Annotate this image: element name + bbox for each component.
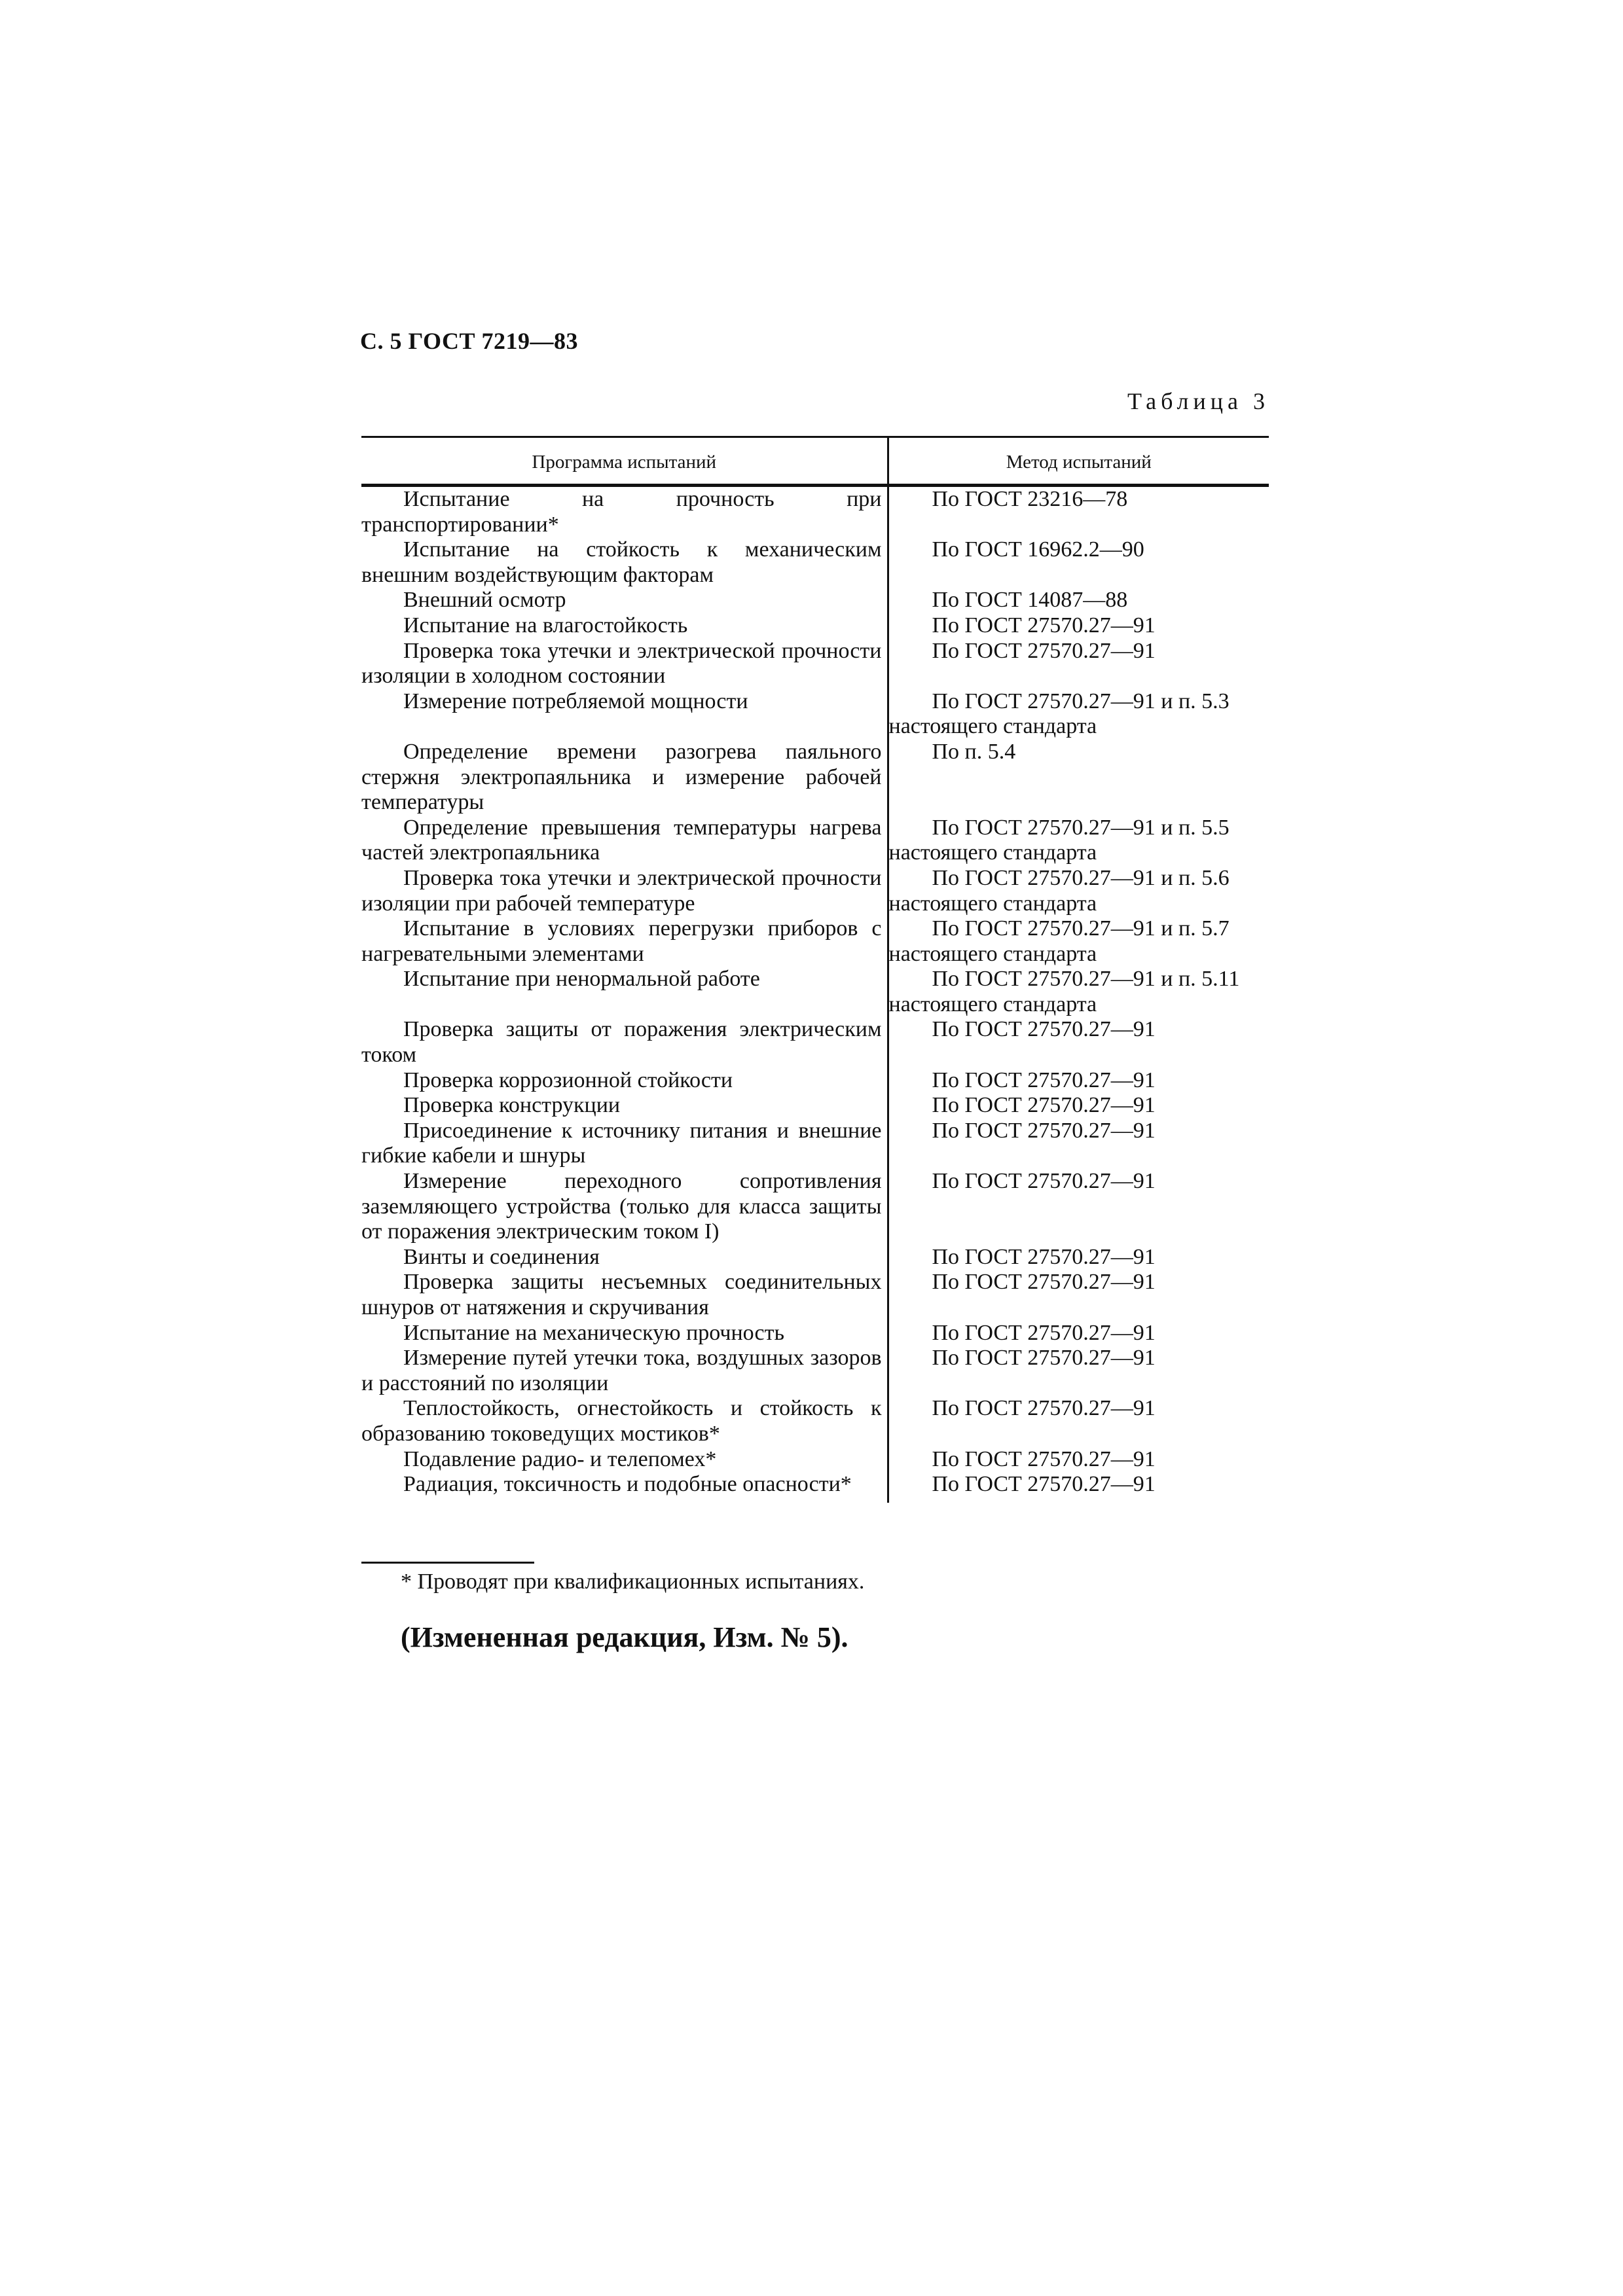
method-cell: По п. 5.4 xyxy=(932,739,1016,764)
column-header-program: Программа испытаний xyxy=(361,437,888,486)
table-row xyxy=(361,639,1269,689)
method-cell: По ГОСТ 27570.27—91 xyxy=(932,1320,1156,1345)
table-row xyxy=(361,1093,1269,1119)
method-cell: По ГОСТ 16962.2—90 xyxy=(932,537,1144,562)
program-cell: Испытание на механическую прочность xyxy=(361,1321,888,1346)
program-cell: Проверка защиты от поражения электрическим током xyxy=(361,1017,888,1067)
program-cell: Измерение потребляемой мощности xyxy=(361,689,888,740)
table-body xyxy=(361,486,1269,1503)
method-cell: По ГОСТ 27570.27—91 xyxy=(932,613,1156,637)
table-row xyxy=(361,816,1269,866)
column-header-method: Метод испытаний xyxy=(888,437,1269,486)
program-cell: Проверка коррозионной стойкости xyxy=(361,1068,888,1094)
program-cell: Испытание при ненормальной работе xyxy=(361,967,888,1017)
table-row xyxy=(361,967,1269,1017)
program-cell: Проверка тока утечки и электрической прочности изоляции в холодном состоянии xyxy=(361,639,888,689)
program-cell: Измерение путей утечки тока, воздушных зазоров и расстояний по изоляции xyxy=(361,1346,888,1396)
program-cell: Проверка защиты несъемных соединительных шнуров от натяжения и скручивания xyxy=(361,1270,888,1320)
table-row xyxy=(361,537,1269,588)
method-cell: По ГОСТ 27570.27—91 xyxy=(932,1270,1156,1295)
footnote-divider xyxy=(361,1562,534,1564)
table-row xyxy=(361,1472,1269,1503)
method-cell: По ГОСТ 27570.27—91 и п. 5.5 настоящего стандарта xyxy=(888,815,1230,865)
program-cell: Испытание в условиях перегрузки приборов с нагревательными элементами xyxy=(361,916,888,967)
table-row xyxy=(361,1017,1269,1067)
method-cell: По ГОСТ 23216—78 xyxy=(932,487,1128,511)
method-cell: По ГОСТ 27570.27—91 xyxy=(932,1067,1156,1092)
method-cell: По ГОСТ 27570.27—91 xyxy=(932,1118,1156,1143)
program-cell: Винты и соединения xyxy=(361,1245,888,1270)
program-cell: Присоединение к источнику питания и внешние гибкие кабели и шнуры xyxy=(361,1119,888,1169)
program-cell: Проверка тока утечки и электрической прочности изоляции при рабочей температуре xyxy=(361,866,888,916)
method-cell: По ГОСТ 27570.27—91 xyxy=(932,1093,1156,1118)
program-cell: Определение превышения температуры нагрева частей электропаяльника xyxy=(361,816,888,866)
program-cell: Определение времени разогрева паяльного стержня электропаяльника и измерение рабочей температуры xyxy=(361,740,888,816)
method-cell: По ГОСТ 27570.27—91 xyxy=(932,1017,1156,1042)
method-cell: По ГОСТ 27570.27—91 xyxy=(932,1446,1156,1471)
amendment-note: (Измененная редакция, Изм. № 5). xyxy=(401,1621,848,1653)
table-row xyxy=(361,866,1269,916)
table-row xyxy=(361,1245,1269,1270)
program-cell: Испытание на влагостойкость xyxy=(361,613,888,639)
table-row xyxy=(361,588,1269,613)
table-row xyxy=(361,1321,1269,1346)
method-cell: По ГОСТ 14087—88 xyxy=(932,588,1128,613)
table-caption: Таблица 3 xyxy=(1127,388,1269,414)
method-cell: По ГОСТ 27570.27—91 и п. 5.11 настоящего стандарта xyxy=(888,967,1240,1016)
table-row xyxy=(361,1119,1269,1169)
table-row xyxy=(361,486,1269,538)
footnote: * Проводят при квалификационных испытаниях. xyxy=(401,1570,865,1594)
table-row xyxy=(361,689,1269,740)
table-header-row xyxy=(361,437,1269,486)
method-cell: По ГОСТ 27570.27—91 и п. 5.6 настоящего стандарта xyxy=(888,865,1230,916)
method-cell: По ГОСТ 27570.27—91 xyxy=(932,1169,1156,1194)
test-table xyxy=(361,436,1269,1503)
program-cell: Испытание на прочность при транспортировании* xyxy=(361,486,888,538)
method-cell: По ГОСТ 27570.27—91 и п. 5.7 настоящего стандарта xyxy=(888,916,1230,966)
table-row xyxy=(361,1068,1269,1094)
table-row xyxy=(361,1447,1269,1473)
table-row xyxy=(361,740,1269,816)
program-cell: Подавление радио- и телепомех* xyxy=(361,1447,888,1473)
table-row xyxy=(361,1169,1269,1245)
page-header: С. 5 ГОСТ 7219—83 xyxy=(360,328,578,354)
program-cell: Измерение переходного сопротивления заземляющего устройства (только для класса защиты от поражения электрическим током I) xyxy=(361,1169,888,1245)
method-cell: По ГОСТ 27570.27—91 xyxy=(932,1396,1156,1421)
method-cell: По ГОСТ 27570.27—91 xyxy=(932,1472,1156,1497)
program-cell: Теплостойкость, огнестойкость и стойкость к образованию токоведущих мостиков* xyxy=(361,1396,888,1446)
table-row xyxy=(361,916,1269,967)
table-row xyxy=(361,1346,1269,1396)
method-cell: По ГОСТ 27570.27—91 xyxy=(932,1346,1156,1371)
program-cell: Испытание на стойкость к механическим внешним воздействующим факторам xyxy=(361,537,888,588)
method-cell: По ГОСТ 27570.27—91 xyxy=(932,1244,1156,1269)
method-cell: По ГОСТ 27570.27—91 и п. 5.3 настоящего стандарта xyxy=(888,689,1230,739)
method-cell: По ГОСТ 27570.27—91 xyxy=(932,638,1156,663)
program-cell: Проверка конструкции xyxy=(361,1093,888,1119)
table-row xyxy=(361,1270,1269,1320)
table-row xyxy=(361,1396,1269,1446)
program-cell: Радиация, токсичность и подобные опасности* xyxy=(361,1472,888,1503)
table-row xyxy=(361,613,1269,639)
program-cell: Внешний осмотр xyxy=(361,588,888,613)
